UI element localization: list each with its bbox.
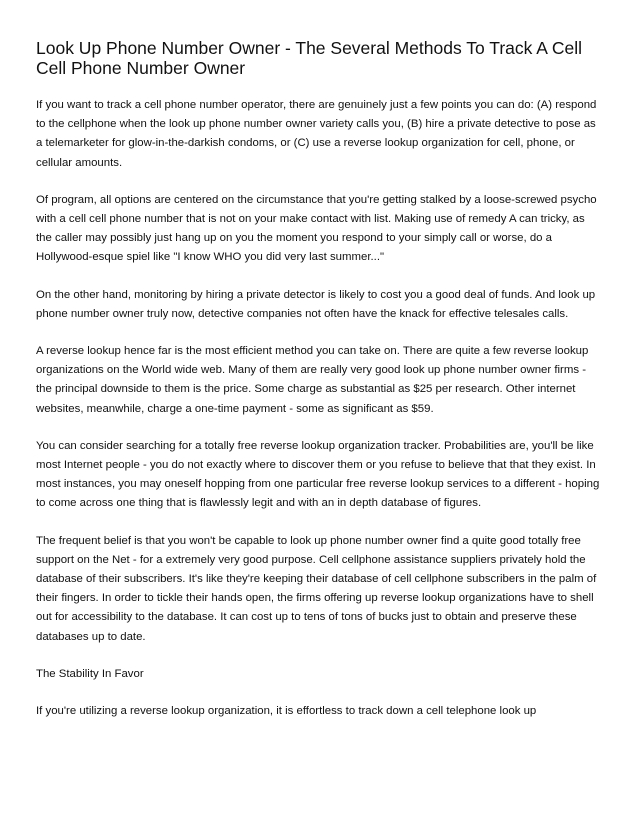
section-heading: The Stability In Favor	[36, 667, 144, 680]
paragraph: Of program, all options are centered on the circumstance that you're getting stalked by a loose-screwed psycho with a cell cell phone number that is not on your make contact with list. Making use of remedy A can tricky, as the caller may possibly just hang up on you the moment you respond to your simply call or worse, do a Hollywood-esque spiel like "I know WHO you did very last summer..."	[36, 193, 597, 264]
paragraph: You can consider searching for a totally free reverse lookup organization tracker. Probabilities are, you'll be like most Internet people - you do not exactly where to discover them or you refuse to believe that that they exist. In most instances, you may oneself hopping from one particular free reverse lookup services to a different - hoping to come across one thing that is flawlessly legit and with an in depth database of figures.	[36, 439, 600, 510]
document-title: Look Up Phone Number Owner - The Several Methods To Track A Cell Cell Phone Number Owner	[36, 38, 583, 78]
paragraph: If you want to track a cell phone number operator, there are genuinely just a few points you can do: (A) respond to the cellphone when the look up phone number owner variety calls you, (B) hire a private detective to pose as a telemarketer for glow-in-the-darkish condoms, or (C) use a reverse lookup organization for cell, phone, or cellular amounts.	[36, 99, 597, 169]
paragraph: On the other hand, monitoring by hiring a private detector is likely to cost you a good deal of funds. And look up phone number owner truly now, detective companies not often have the knack for effective telesales calls.	[36, 288, 596, 320]
paragraph: A reverse lookup hence far is the most efficient method you can take on. There are quite a few reverse lookup organizations on the World wide web. Many of them are really very good look up phone number owner firms - the principal downside to them is the price. Some charge as substantial as $25 per research. Other internet websites, meanwhile, charge a one-time payment - some as significant as $59.	[36, 345, 589, 415]
paragraph: If you're utilizing a reverse lookup organization, it is effortless to track down a cell telephone look up	[36, 705, 537, 718]
paragraph: The frequent belief is that you won't be capable to look up phone number owner find a quite good totally free support on the Net - for a extremely very good purpose. Cell cellphone assistance suppliers privately hold the database of their subscribers. It's like they're keeping their database of cell cellphone subscribers in the palm of their fingers. In order to tickle their hands open, the firms offering up reverse lookup organizations have to shell out for accessibility to the database. It can cost up to tens of tons of bucks just to obtain and preserve these databases up to date.	[36, 534, 597, 643]
